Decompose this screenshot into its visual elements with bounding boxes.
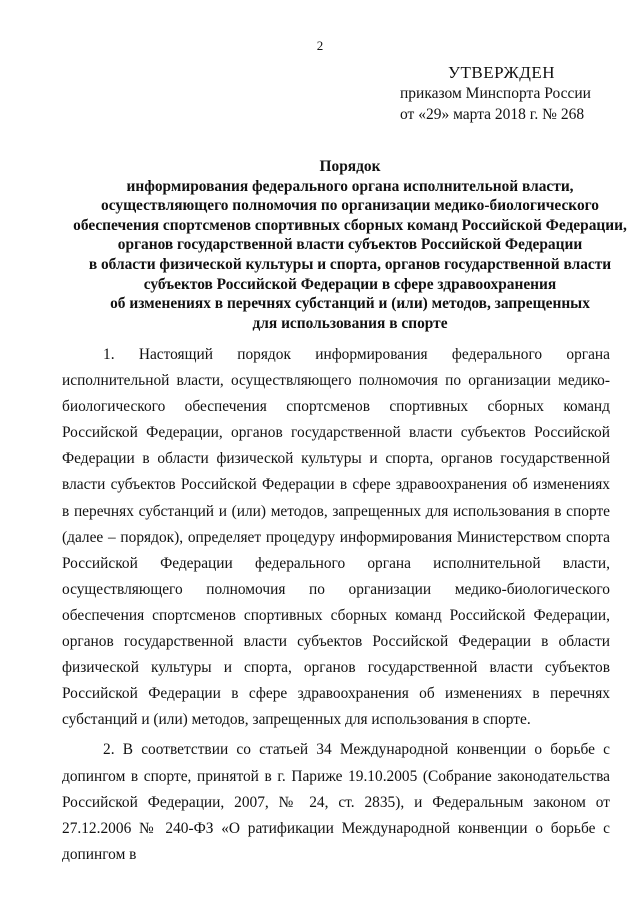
approval-line-2: от «29» марта 2018 г. № 268 (400, 106, 585, 123)
title-line: для использования в спорте (252, 314, 448, 332)
title-line: Порядок (319, 158, 381, 175)
document-body (62, 342, 610, 872)
paragraph-2: 2. В соответствии со статьей 34 Международной конвенции о борьбе с допингом в спорте, принятой в г. Париже 19.10.2005 (Собрание законодательства Российской Федерации, 2007, № 24, ст. 2835), и Федеральным законом от 27.12.2006 № 240-ФЗ «О ратификации Международной конвенции о борьбе с допингом в (62, 741, 610, 863)
title-line: осуществляющего полномочия по организации медико-биологического (101, 197, 599, 215)
approval-status: УТВЕРЖДЕН (448, 63, 555, 82)
title-line: об изменениях в перечнях субстанций и (или) методов, запрещенных (110, 295, 590, 313)
title-line: субъектов Российской Федерации в сфере здравоохранения (143, 275, 557, 293)
title-line: обеспечения спортсменов спортивных сборных команд Российской Федерации, (73, 216, 627, 234)
document-title (60, 157, 640, 333)
title-line: в области физической культуры и спорта, органов государственной власти (88, 255, 612, 273)
title-line: органов государственной власти субъектов Российской Федерации (117, 236, 583, 254)
approval-stamp (400, 62, 620, 125)
approval-line-1: приказом Минспорта России (400, 85, 591, 102)
paragraph-1: 1. Настоящий порядок информирования федерального органа исполнительной власти, осуществляющего полномочия по организации медико-биологического обеспечения спортсменов спортивных сборных команд Российской Федерации, органов государственной власти субъектов Российской Федерации в области физической культуры и спорта, органов государственной власти субъектов Российской Федерации в сфере здравоохранения об изменениях в перечнях субстанций и (или) методов, запрещенных для использования в спорте (далее – порядок), определяет процедуру информирования Министерством спорта Российской Федерации федерального органа исполнительной власти, осуществляющего полномочия по организации медико-биологического обеспечения спортсменов спортивных сборных команд Российской Федерации, органов государственной власти субъектов Российской Федерации в области физической культуры и спорта, органов государственной власти субъектов Российской Федерации в сфере здравоохранения об изменениях в перечнях субстанций и (или) методов, запрещенных для использования в спорте. (62, 346, 610, 729)
page-number: 2 (316, 38, 324, 53)
title-line: информирования федерального органа исполнительной власти, (126, 177, 574, 195)
